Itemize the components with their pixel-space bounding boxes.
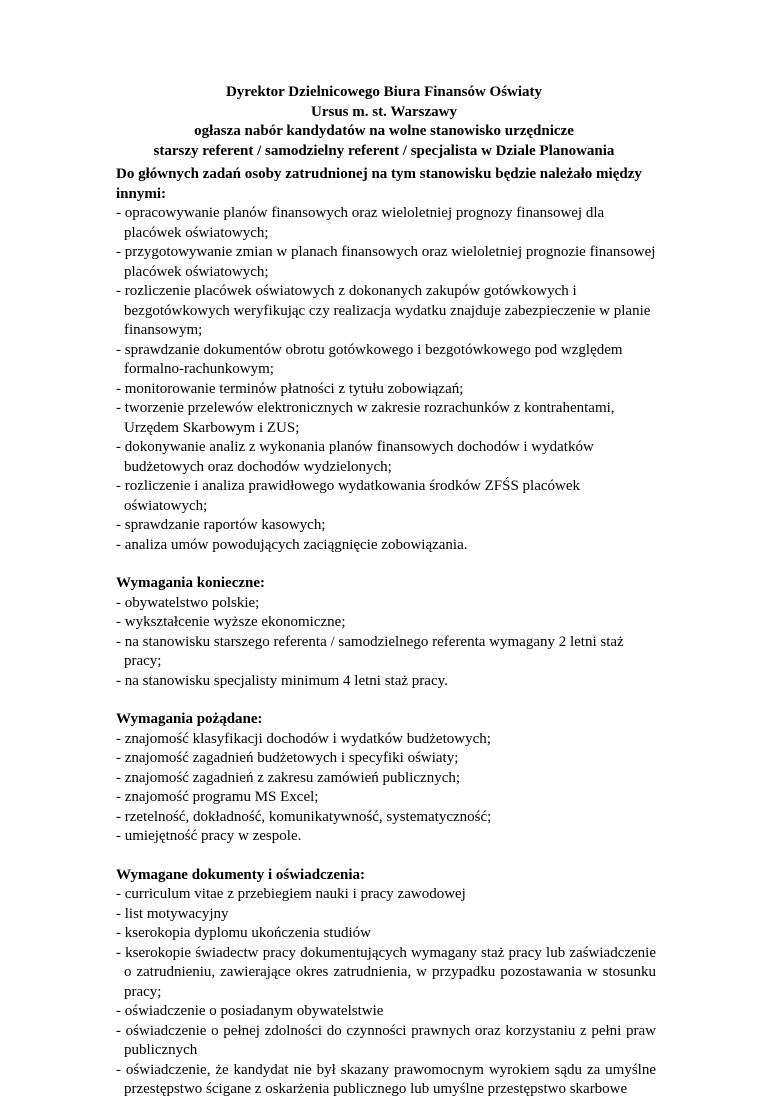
required-section	[116, 574, 656, 691]
header-line-2: Ursus m. st. Warszawy	[311, 103, 457, 120]
list-item: - rzetelność, dokładność, komunikatywność, systematyczność;	[116, 808, 492, 825]
announcement-body	[116, 165, 656, 1119]
list-item: - na stanowisku specjalisty minimum 4 letni staż pracy.	[116, 672, 448, 689]
duties-title: Do głównych zadań osoby zatrudnionej na tym stanowisku będzie należało między innymi:	[116, 166, 642, 202]
announcement-header	[112, 83, 656, 161]
list-item: - list motywacyjny	[116, 905, 229, 922]
header-line-1: Dyrektor Dzielnicowego Biura Finansów Oświaty	[225, 84, 543, 100]
list-item: - sprawdzanie raportów kasowych;	[116, 517, 326, 533]
list-item: - oświadczenie o posiadanym obywatelstwie	[116, 1003, 384, 1019]
desired-list	[116, 730, 656, 847]
duties-section	[116, 165, 656, 555]
list-item: - znajomość zagadnień z zakresu zamówień publicznych;	[116, 769, 461, 786]
documents-list	[116, 885, 656, 1100]
list-item: - opracowywanie planów finansowych oraz wieloletniej prognozy finansowej dla placówek oświatowych;	[116, 205, 605, 241]
header-line-4: starszy referent / samodzielny referent / specjalista w Dziale Planowania	[153, 142, 615, 159]
list-item: - rozliczenie i analiza prawidłowego wydatkowania środków ZFŚS placówek oświatowych;	[116, 478, 581, 514]
list-item: - znajomość zagadnień budżetowych i specyfiki oświaty;	[116, 750, 459, 766]
list-item: - monitorowanie terminów płatności z tytułu zobowiązań;	[116, 380, 464, 397]
list-item: - obywatelstwo polskie;	[116, 594, 260, 611]
desired-section	[116, 710, 656, 847]
list-item: - znajomość programu MS Excel;	[116, 789, 319, 805]
list-item: - przygotowywanie zmian w planach finansowych oraz wieloletniej prognozie finansowej placówek oświatowych;	[116, 244, 656, 280]
list-item: - wykształcenie wyższe ekonomiczne;	[116, 614, 346, 630]
duties-list	[116, 204, 656, 555]
documents-title: Wymagane dokumenty i oświadczenia:	[116, 866, 366, 883]
required-title: Wymagania konieczne:	[116, 575, 266, 591]
list-item: - oświadczenie, że kandydat nie był skazany prawomocnym wyrokiem sądu za umyślne przestępstwo ścigane z oskarżenia publicznego lub umyślne przestępstwo skarbowe	[116, 1061, 656, 1097]
desired-title: Wymagania pożądane:	[116, 711, 263, 727]
list-item: - kserokopie świadectw pracy dokumentujących wymagany staż pracy lub zaświadczenie o zatrudnieniu, zawierające okres zatrudnienia, w przypadku pozostawania w stosunku pracy;	[116, 944, 656, 1000]
list-item: - umiejętność pracy w zespole.	[116, 828, 302, 844]
documents-section	[116, 866, 656, 1100]
list-item: - tworzenie przelewów elektronicznych w zakresie rozrachunków z kontrahentami, Urzędem Skarbowym i ZUS;	[116, 400, 615, 436]
list-item: - sprawdzanie dokumentów obrotu gotówkowego i bezgotówkowego pod względem formalno-rachunkowym;	[116, 341, 623, 377]
list-item: - analiza umów powodujących zaciągnięcie zobowiązania.	[116, 536, 468, 553]
list-item: - oświadczenie o pełnej zdolności do czynności prawnych oraz korzystaniu z pełni praw publicznych	[116, 1022, 656, 1058]
list-item: - rozliczenie placówek oświatowych z dokonanych zakupów gotówkowych i bezgotówkowych weryfikując czy realizacja wydatku znajduje zabezpieczenie w planie finansowym;	[116, 283, 651, 338]
list-item: - na stanowisku starszego referenta / samodzielnego referenta wymagany 2 letni staż pracy;	[116, 633, 624, 669]
list-item: - curriculum vitae z przebiegiem nauki i pracy zawodowej	[116, 886, 466, 902]
list-item: - dokonywanie analiz z wykonania planów finansowych dochodów i wydatków budżetowych oraz dochodów wydzielonych;	[116, 439, 594, 475]
required-list	[116, 594, 656, 692]
list-item: - znajomość klasyfikacji dochodów i wydatków budżetowych;	[116, 730, 491, 747]
header-line-3: ogłasza nabór kandydatów na wolne stanowisko urzędnicze	[194, 123, 574, 139]
list-item: - kserokopia dyplomu ukończenia studiów	[116, 925, 371, 941]
